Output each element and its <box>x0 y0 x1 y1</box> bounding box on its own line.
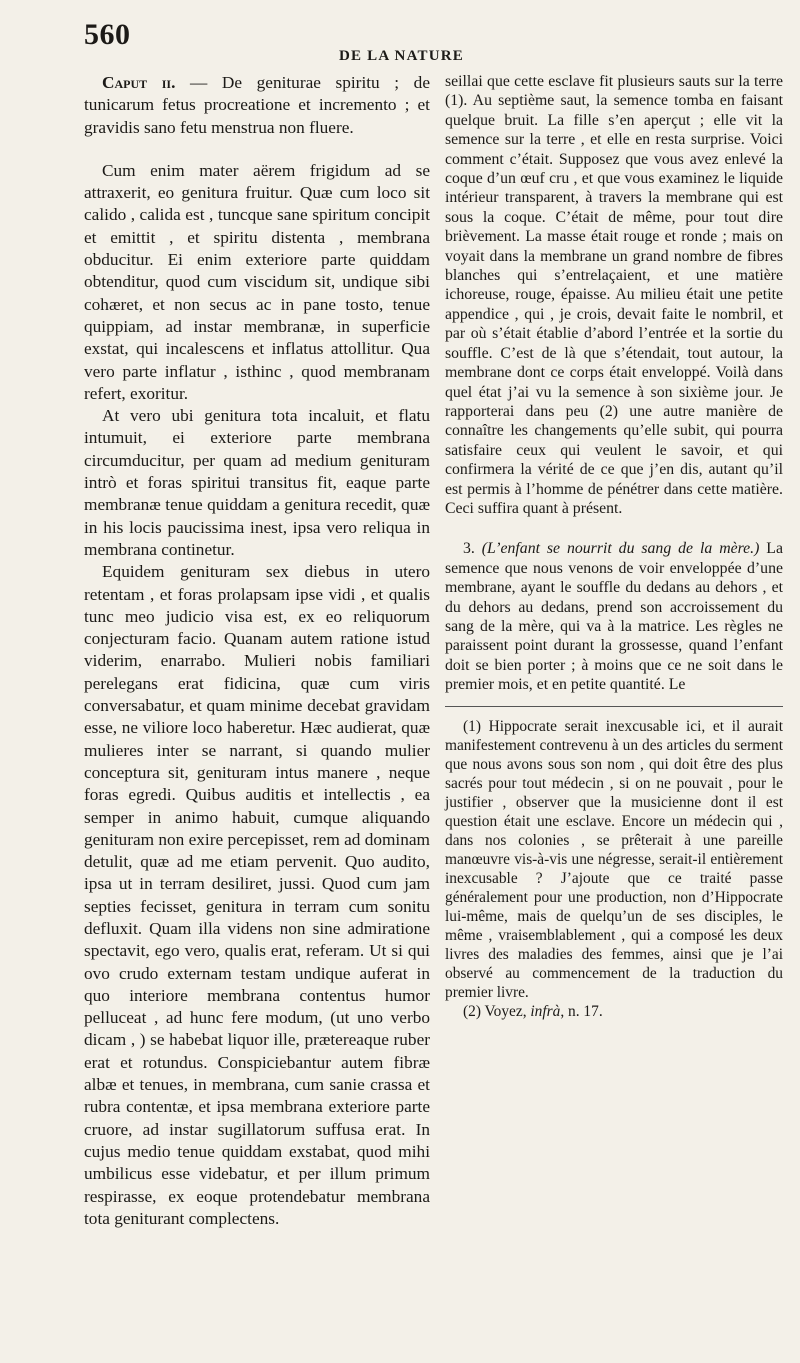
latin-paragraph-3: Equidem genituram sex diebus in utero retentam , et foras prolapsam ipse vidi , et qualis tunc meo judicio visa est, ex eo reliquorum conjecturam facio. Quanam autem ratione istud viderim, enarrabo. Mulieri nobis familiari perelegans erat fidicina, quæ cum viris conversabatur, et quam minime decebat gravidam esse, ne viliore loco haberetur. Hæc audierat, quæ mulieres inter se narrant, si quando mulier conceptura sit, genituram intus manere , neque foras egredi. Quibus auditis et intellectis , ea semper in animo habuit, cumque aliquando genituram non exire percepisset, rem ad dominam detulit, quæ ad me etiam pervenit. Quo audito, ipsa ut in terram desiliret, jussi. Quod cum jam septies fecisset, genitura in terram cum sonitu defluxit. Quam illa videns non sine admiratione spectavit, ego vero, qualis erat, referam. Ut si qui ovo crudo externam testam undique auferat in quo interiore membrana contentus humor pelluceat , ad hunc fere modum, (ut uno verbo dicam , ) se habebat liquor ille, prætereaque ruber erat et rotundus. Conspiciebantur autem fibræ albæ et tenues, in membrana, cum sanie crassa et rubra contentæ, et ipsa membrana exteriore parte cruore, ad instar sugillatorum suffusa erat. In cujus medio tenue quiddam exstabat, quod mihi umbilicus esse videbatur, et per illum primum respirasse, ex eoque protendebatur membrana tota geniturant complectens. <box>84 562 430 1228</box>
chapter-summary <box>84 72 430 139</box>
section-number: 3. <box>463 540 475 558</box>
footnote-divider <box>445 706 783 707</box>
footnote-2 <box>445 1002 783 1021</box>
spacer <box>445 518 783 539</box>
footnote-1: (1) Hippocrate serait inexcusable ici, et il aurait manifestement contrevenu à un des articles du serment que nous avons sous son nom , qui doit être des plus sacrés pour tout médecin , si on ne pouvait , pour le justifier , observer que la musicienne dont il est question était une esclave. Encore un médecin qui , dans nos colonies , se prêterait à une pareille manœuvre vis-à-vis une négresse, serait-il entièrement inexcusable ? J’ajoute que ce traité passe généralement pour une production, non d’Hippocrate lui-même, mais de quelqu’un de ses disciples, le même , vraisemblablement , qui a composé les deux livres des maladies des femmes, ainsi que je l’ai observé au commencement de la traduction du premier livre. <box>445 717 783 1001</box>
footnote-2-ref: infrà <box>530 1002 561 1020</box>
page-header <box>84 18 784 68</box>
latin-column <box>84 72 430 1230</box>
latin-paragraph-1: Cum enim mater aërem frigidum ad se attraxerit, eo genitura fruitur. Quæ cum loco sit calido , calida est , tuncque sane spiritum concipit et emittit , et spiritu distenta , membrana obducitur. Ei enim exteriore parte quiddam obtenditur, quod cum viscidum sit, undique sibi cohæret, et non secus ac in pane tosto, tenue quippiam, ad instar membranæ, in superficie exstat, qui incalescens et inflatus attollitur. Qua vero parte inflatur , isthinc , quod membranam refert, exoritur. <box>84 160 430 403</box>
page-number: 560 <box>84 18 131 51</box>
french-column <box>445 72 783 1021</box>
spacer <box>84 139 430 160</box>
latin-paragraph-2: At vero ubi genitura tota incaluit, et flatu intumuit, ei exteriore parte membrana circumducitur, per quam ad medium genituram intrò et foras spiritui transitus fit, eaque parte membranæ tenue quiddam a genitura recedit, quæ in his locis paucissima inest, ipsa vero reliqua in membrana continetur. <box>84 406 430 559</box>
running-head: DE LA NATURE <box>339 48 464 64</box>
chapter-label: Caput ii. <box>102 73 176 92</box>
french-section-3 <box>445 539 783 694</box>
section-title: (L’enfant se nourrit du sang de la mère.) <box>481 540 760 558</box>
french-paragraph-1: seillai que cette esclave fit plusieurs sauts sur la terre (1). Au septième saut, la semence tomba en faisant quelque bruit. La fille s’en aperçut ; elle vit la semence sur la terre , et elle en resta surprise. Voici comment c’était. Supposez que vous avez enlevé la coque d’un œuf cru , et que vous examinez le liquide intérieur transparent, à travers la membrane qui est sous la coque. C’était de même, pour tout dire brièvement. La masse était rouge et ronde ; mais on voyait dans la membrane un grand nombre de fibres blanches qui s’entrelaçaient, et une matière ichoreuse, rouge, épaisse. Au milieu était une petite appendice , qui , je crois, devait faite le nombril, et par où s’était établie d’abord l’entrée et la sortie du souffle. C’est de là que s’étendait, tout autour, la membrane dont ce corps était enveloppé. Voilà dans quel état j’ai vu la semence à son sixième jour. Je rapporterai dans peu (2) une autre manière de connaître les changements qu’elle subit, qui pourra satisfaire ceux qui veulent le savoir, et qui confirmera la vérité de ce que j’en dis, autant qu’il est permis à l’homme de pénétrer dans cette matière. Ceci suffira quant à présent. <box>445 73 783 517</box>
footnote-2-prefix: (2) Voyez, <box>463 1002 531 1020</box>
section-text: La semence que nous venons de voir enveloppée d’une membrane, ayant le souffle du dedans au dehors , et du dehors au dedans, prend son accroissement du sang de la mère, qui va à la matrice. Les règles ne paraissent point durant la grossesse, quand l’enfant doit se bien porter ; à moins que ce ne soit dans le premier mois, et en petite quantité. Le <box>445 540 783 694</box>
footnote-2-suffix: , n. 17. <box>560 1002 603 1020</box>
chapter-summary-text: — De geniturae spiritu ; de tunicarum fetus procreatione et incremento ; et gravidis sano fetu menstrua non fluere. <box>84 73 430 137</box>
